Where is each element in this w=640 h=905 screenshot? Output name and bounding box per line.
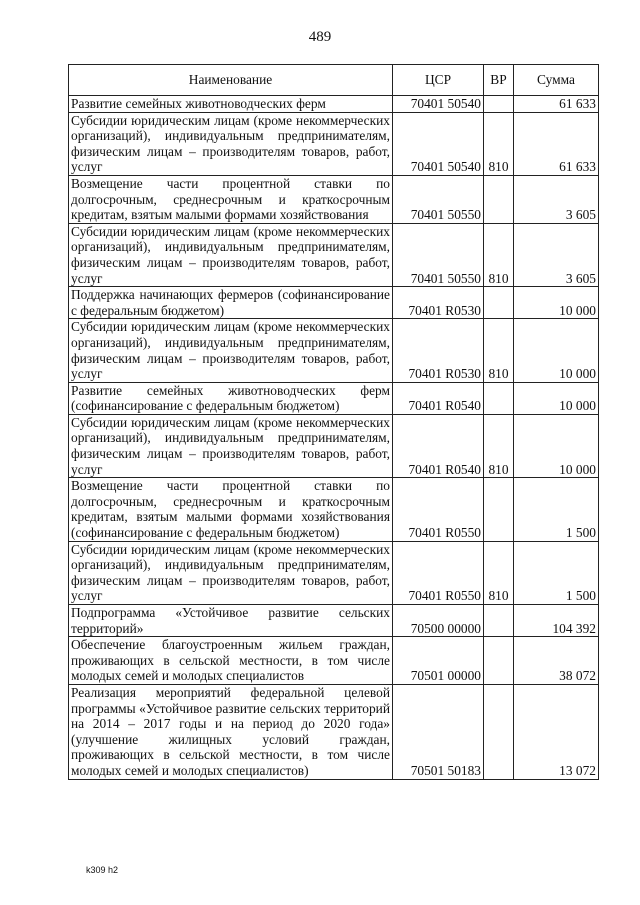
header-name: Наименование xyxy=(69,65,393,96)
row-name: Возмещение части процентной ставки по долгосрочным, среднесрочным и краткосрочным кредитам, взятым малыми формами хозяйствования (софинансирование с федеральным бюджетом) xyxy=(69,478,393,541)
row-csr: 70401 50550 xyxy=(393,175,484,223)
row-sum: 10 000 xyxy=(514,382,599,414)
table-row xyxy=(69,637,599,685)
row-sum: 10 000 xyxy=(514,319,599,382)
row-vr: 810 xyxy=(484,414,514,477)
row-sum: 104 392 xyxy=(514,605,599,637)
row-name: Субсидии юридическим лицам (кроме некоммерческих организаций), индивидуальным предпринимателям, физическим лицам – производителям товаров, работ, услуг xyxy=(69,541,393,604)
row-name: Субсидии юридическим лицам (кроме некоммерческих организаций), индивидуальным предпринимателям, физическим лицам – производителям товаров, работ, услуг xyxy=(69,223,393,286)
row-name: Обеспечение благоустроенным жильем граждан, проживающих в сельской местности, в том числе молодых семей и молодых специалистов xyxy=(69,637,393,685)
row-name: Субсидии юридическим лицам (кроме некоммерческих организаций), индивидуальным предпринимателям, физическим лицам – производителям товаров, работ, услуг xyxy=(69,414,393,477)
header-csr: ЦСР xyxy=(393,65,484,96)
table-row xyxy=(69,223,599,286)
table-row xyxy=(69,605,599,637)
row-sum: 61 633 xyxy=(514,112,599,175)
row-vr: 810 xyxy=(484,319,514,382)
row-vr xyxy=(484,382,514,414)
table-row xyxy=(69,541,599,604)
row-vr: 810 xyxy=(484,112,514,175)
table-row xyxy=(69,382,599,414)
row-vr xyxy=(484,637,514,685)
row-vr xyxy=(484,287,514,319)
table-row xyxy=(69,112,599,175)
row-name: Возмещение части процентной ставки по долгосрочным, среднесрочным и краткосрочным кредитам, взятым малыми формами хозяйствования xyxy=(69,175,393,223)
row-csr: 70401 50540 xyxy=(393,112,484,175)
row-vr: 810 xyxy=(484,223,514,286)
row-vr: 810 xyxy=(484,541,514,604)
row-csr: 70500 00000 xyxy=(393,605,484,637)
table-row xyxy=(69,684,599,779)
row-sum: 13 072 xyxy=(514,684,599,779)
header-sum: Сумма xyxy=(514,65,599,96)
row-sum: 61 633 xyxy=(514,96,599,113)
row-name: Развитие семейных животноводческих ферм (софинансирование с федеральным бюджетом) xyxy=(69,382,393,414)
row-csr: 70401 R0550 xyxy=(393,541,484,604)
row-csr: 70501 50183 xyxy=(393,684,484,779)
row-name: Реализация мероприятий федеральной целевой программы «Устойчивое развитие сельских территорий на 2014 – 2017 годы и на период до 2020 года» (улучшение жилищных условий граждан, проживающих в сельской местности, в том числе молодых семей и молодых специалистов) xyxy=(69,684,393,779)
row-sum: 3 605 xyxy=(514,175,599,223)
row-sum: 1 500 xyxy=(514,478,599,541)
table-row xyxy=(69,96,599,113)
row-csr: 70401 R0530 xyxy=(393,287,484,319)
row-csr: 70401 R0530 xyxy=(393,319,484,382)
page-number: 489 xyxy=(308,29,332,45)
row-vr xyxy=(484,684,514,779)
row-sum: 38 072 xyxy=(514,637,599,685)
row-vr xyxy=(484,605,514,637)
table-row xyxy=(69,478,599,541)
row-sum: 3 605 xyxy=(514,223,599,286)
row-csr: 70401 R0540 xyxy=(393,382,484,414)
table-row xyxy=(69,319,599,382)
row-csr: 70401 R0540 xyxy=(393,414,484,477)
table-row xyxy=(69,287,599,319)
row-vr xyxy=(484,175,514,223)
table-header-row xyxy=(69,65,599,96)
row-name: Субсидии юридическим лицам (кроме некоммерческих организаций), индивидуальным предпринимателям, физическим лицам – производителям товаров, работ, услуг xyxy=(69,112,393,175)
header-vr: ВР xyxy=(484,65,514,96)
row-csr: 70401 50550 xyxy=(393,223,484,286)
budget-table xyxy=(68,64,599,780)
row-csr: 70401 R0550 xyxy=(393,478,484,541)
row-name: Поддержка начинающих фермеров (софинансирование с федеральным бюджетом) xyxy=(69,287,393,319)
row-vr xyxy=(484,96,514,113)
table-row xyxy=(69,414,599,477)
footer-code: k309 h2 xyxy=(86,865,119,875)
row-csr: 70401 50540 xyxy=(393,96,484,113)
row-sum: 10 000 xyxy=(514,414,599,477)
row-name: Субсидии юридическим лицам (кроме некоммерческих организаций), индивидуальным предпринимателям, физическим лицам – производителям товаров, работ, услуг xyxy=(69,319,393,382)
row-sum: 10 000 xyxy=(514,287,599,319)
row-vr xyxy=(484,478,514,541)
table-row xyxy=(69,175,599,223)
row-sum: 1 500 xyxy=(514,541,599,604)
row-name: Подпрограмма «Устойчивое развитие сельских территорий» xyxy=(69,605,393,637)
row-name: Развитие семейных животноводческих ферм xyxy=(69,96,393,113)
row-csr: 70501 00000 xyxy=(393,637,484,685)
